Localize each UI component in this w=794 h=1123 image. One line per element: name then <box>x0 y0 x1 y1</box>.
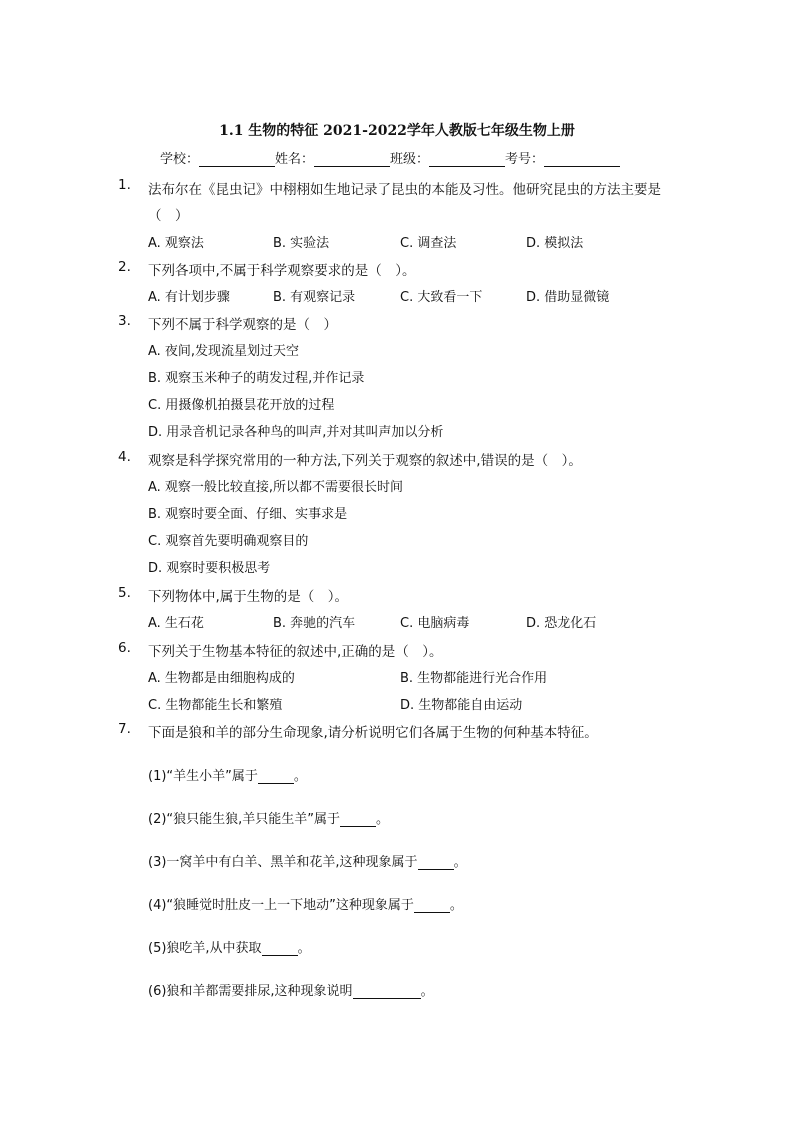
question-number: 7. <box>118 721 131 737</box>
question-stem: 法布尔在《昆虫记》中栩栩如生地记录了昆虫的本能及习性。他研究昆虫的方法主要是（ ） <box>148 182 661 224</box>
q3-option-b[interactable]: B. 观察玉米种子的萌发过程,并作记录 <box>148 371 365 386</box>
student-info-line <box>160 148 620 167</box>
sub-question-text: (6)狼和羊都需要排尿,这种现象说明 <box>148 984 353 999</box>
question-stem: 下面是狼和羊的部分生命现象,请分析说明它们各属于生物的何种基本特征。 <box>148 725 598 741</box>
q5-option-d[interactable]: D. 恐龙化石 <box>526 616 597 631</box>
answer-blank[interactable] <box>353 984 421 999</box>
q2-option-a[interactable]: A. 有计划步骤 <box>148 290 230 305</box>
answer-blank[interactable] <box>340 812 376 827</box>
question-stem: 观察是科学探究常用的一种方法,下列关于观察的叙述中,错误的是（ ）。 <box>148 453 582 469</box>
q7-sub-4 <box>148 894 463 913</box>
q6-option-b[interactable]: B. 生物都能进行光合作用 <box>400 671 548 686</box>
answer-blank[interactable] <box>258 769 294 784</box>
question-stem: 下列物体中,属于生物的是（ ）。 <box>148 589 349 605</box>
q1-option-d[interactable]: D. 模拟法 <box>526 236 584 251</box>
sub-question-end: 。 <box>453 855 467 870</box>
sub-question-end: 。 <box>293 769 307 784</box>
q3-option-c[interactable]: C. 用摄像机拍摄昙花开放的过程 <box>148 398 335 413</box>
question-stem: 下列不属于科学观察的是（ ） <box>148 317 337 333</box>
sub-question-end: 。 <box>297 941 311 956</box>
q5-option-c[interactable]: C. 电脑病毒 <box>400 616 470 631</box>
answer-blank[interactable] <box>262 941 298 956</box>
q6-option-a[interactable]: A. 生物都是由细胞构成的 <box>148 671 295 686</box>
question-number: 3. <box>118 313 131 329</box>
answer-blank[interactable] <box>414 898 450 913</box>
sub-question-text: (2)“狼只能生狼,羊只能生羊”属于 <box>148 812 341 827</box>
sub-question-text: (3)一窝羊中有白羊、黑羊和花羊,这种现象属于 <box>148 855 418 870</box>
q3-option-a[interactable]: A. 夜间,发现流星划过天空 <box>148 344 300 359</box>
sub-question-text: (4)“狼睡觉时肚皮一上一下地动”这种现象属于 <box>148 898 414 913</box>
question-stem: 下列各项中,不属于科学观察要求的是（ ）。 <box>148 263 416 279</box>
question-number: 5. <box>118 585 131 601</box>
question-number: 2. <box>118 259 131 275</box>
q2-option-b[interactable]: B. 有观察记录 <box>273 290 356 305</box>
school-blank[interactable] <box>199 152 275 167</box>
exam-no-blank[interactable] <box>544 152 620 167</box>
question-number: 6. <box>118 640 131 656</box>
q5-option-a[interactable]: A. 生石花 <box>148 616 204 631</box>
q5-option-b[interactable]: B. 奔驰的汽车 <box>273 616 356 631</box>
q4-option-c[interactable]: C. 观察首先要明确观察目的 <box>148 534 309 549</box>
q4-option-b[interactable]: B. 观察时要全面、仔细、实事求是 <box>148 507 348 522</box>
q7-sub-2 <box>148 808 389 827</box>
class-blank[interactable] <box>429 152 505 167</box>
question-number: 1. <box>118 177 131 193</box>
q2-option-d[interactable]: D. 借助显微镜 <box>526 290 610 305</box>
sub-question-text: (5)狼吃羊,从中获取 <box>148 941 262 956</box>
q7-sub-3 <box>148 851 467 870</box>
q2-option-c[interactable]: C. 大致看一下 <box>400 290 483 305</box>
sub-question-end: 。 <box>449 898 463 913</box>
sub-question-end: 。 <box>376 812 390 827</box>
q1-option-c[interactable]: C. 调查法 <box>400 236 457 251</box>
q3-option-d[interactable]: D. 用录音机记录各种鸟的叫声,并对其叫声加以分析 <box>148 425 444 440</box>
name-blank[interactable] <box>314 152 390 167</box>
document-title: 1.1 生物的特征 2021-2022学年人教版七年级生物上册 <box>219 123 575 139</box>
q6-option-d[interactable]: D. 生物都能自由运动 <box>400 698 523 713</box>
q1-option-b[interactable]: B. 实验法 <box>273 236 330 251</box>
q4-option-d[interactable]: D. 观察时要积极思考 <box>148 561 271 576</box>
q7-sub-1 <box>148 765 307 784</box>
q4-option-a[interactable]: A. 观察一般比较直接,所以都不需要很长时间 <box>148 480 404 495</box>
q6-option-c[interactable]: C. 生物都能生长和繁殖 <box>148 698 283 713</box>
question-stem: 下列关于生物基本特征的叙述中,正确的是（ ）。 <box>148 644 443 660</box>
sub-question-text: (1)“羊生小羊”属于 <box>148 769 258 784</box>
q7-sub-5 <box>148 937 311 956</box>
school-label: 学校： <box>160 152 200 167</box>
q1-option-a[interactable]: A. 观察法 <box>148 236 204 251</box>
exam-no-label: 考号： <box>505 152 545 167</box>
class-label: 班级： <box>390 152 430 167</box>
q7-sub-6 <box>148 980 434 999</box>
question-number: 4. <box>118 449 131 465</box>
answer-blank[interactable] <box>418 855 454 870</box>
sub-question-end: 。 <box>420 984 434 999</box>
name-label: 姓名： <box>275 152 315 167</box>
